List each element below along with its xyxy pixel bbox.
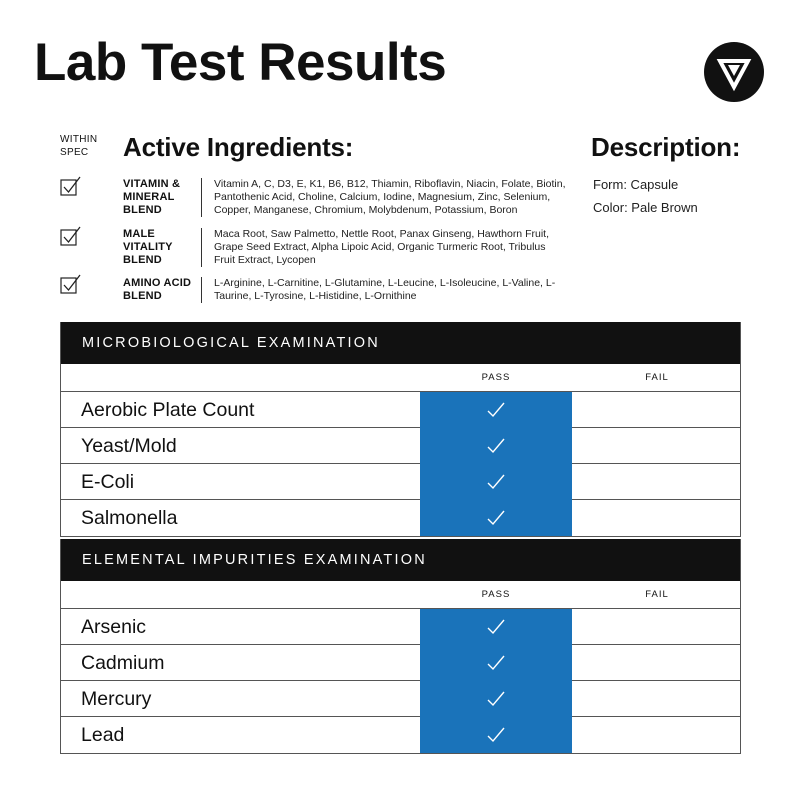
table-header-row bbox=[61, 364, 740, 392]
test-name: Salmonella bbox=[81, 507, 178, 529]
table-row bbox=[61, 464, 740, 500]
test-name: Yeast/Mold bbox=[81, 435, 177, 457]
microbiological-table bbox=[60, 322, 741, 537]
checkmark-icon bbox=[486, 472, 506, 492]
pass-cell bbox=[420, 717, 572, 753]
pass-cell bbox=[420, 609, 572, 646]
checkmark-icon bbox=[486, 689, 506, 709]
table-row bbox=[61, 645, 740, 681]
fail-column-header: FAIL bbox=[645, 372, 669, 383]
blend-name: AMINO ACID BLEND bbox=[123, 277, 192, 302]
table-row bbox=[61, 717, 740, 753]
active-ingredients-heading: Active Ingredients: bbox=[123, 132, 354, 162]
pass-column-header: PASS bbox=[481, 372, 511, 383]
checkmark-icon bbox=[486, 400, 506, 420]
blend-name: MALE VITALITY BLEND bbox=[123, 228, 173, 266]
checkmark-icon bbox=[486, 436, 506, 456]
pass-column-header: PASS bbox=[481, 589, 511, 600]
pass-cell bbox=[420, 392, 572, 429]
blend-name: VITAMIN & MINERAL BLEND bbox=[123, 178, 181, 216]
blend-items: Vitamin A, C, D3, E, K1, B6, B12, Thiamin, Riboflavin, Niacin, Folate, Biotin, Pantothenic Acid, Choline, Calcium, Iodine, Magnesium, Zinc, Selenium, Copper, Manganese, Chromium, Molybdenum, Potassium, Boron bbox=[201, 178, 566, 217]
description-form: Form: Capsule bbox=[593, 177, 679, 192]
pass-cell bbox=[420, 645, 572, 682]
elemental-impurities-table bbox=[60, 539, 741, 754]
blend-items: L-Arginine, L-Carnitine, L-Glutamine, L-Leucine, L-Isoleucine, L-Valine, L-Taurine, L-Tyrosine, L-Histidine, L-Ornithine bbox=[201, 277, 566, 303]
checkmark-icon bbox=[486, 617, 506, 637]
checkbox-checked-icon bbox=[60, 273, 82, 295]
description-color: Color: Pale Brown bbox=[593, 200, 698, 215]
fail-column-header: FAIL bbox=[645, 589, 669, 600]
test-name: Cadmium bbox=[81, 652, 165, 674]
within-spec-label: WITHIN SPEC bbox=[60, 134, 98, 158]
table-row bbox=[61, 392, 740, 428]
table-header-row bbox=[61, 581, 740, 609]
table-row bbox=[61, 609, 740, 645]
test-name: Mercury bbox=[81, 688, 152, 710]
blend-items: Maca Root, Saw Palmetto, Nettle Root, Panax Ginseng, Hawthorn Fruit, Grape Seed Extract, Alpha Lipoic Acid, Organic Turmeric Root, Tribulus Fruit Extract, Lycopen bbox=[201, 228, 566, 267]
pass-cell bbox=[420, 681, 572, 718]
section-title-bar: ELEMENTAL IMPURITIES EXAMINATION bbox=[61, 539, 740, 581]
checkmark-icon bbox=[486, 725, 506, 745]
pass-cell bbox=[420, 500, 572, 536]
table-row bbox=[61, 428, 740, 464]
test-name: Arsenic bbox=[81, 616, 147, 638]
page-title: Lab Test Results bbox=[34, 33, 447, 92]
pass-cell bbox=[420, 464, 572, 501]
checkbox-checked-icon bbox=[60, 225, 82, 247]
checkbox-checked-icon bbox=[60, 175, 82, 197]
pass-cell bbox=[420, 428, 572, 465]
table-row bbox=[61, 681, 740, 717]
checkmark-icon bbox=[486, 508, 506, 528]
section-title-bar: MICROBIOLOGICAL EXAMINATION bbox=[61, 322, 740, 364]
description-heading: Description: bbox=[591, 132, 741, 162]
test-name: Lead bbox=[81, 724, 125, 746]
v-triangle-logo-icon bbox=[704, 42, 764, 102]
test-name: Aerobic Plate Count bbox=[81, 399, 255, 421]
table-row bbox=[61, 500, 740, 536]
test-name: E-Coli bbox=[81, 471, 135, 493]
checkmark-icon bbox=[486, 653, 506, 673]
